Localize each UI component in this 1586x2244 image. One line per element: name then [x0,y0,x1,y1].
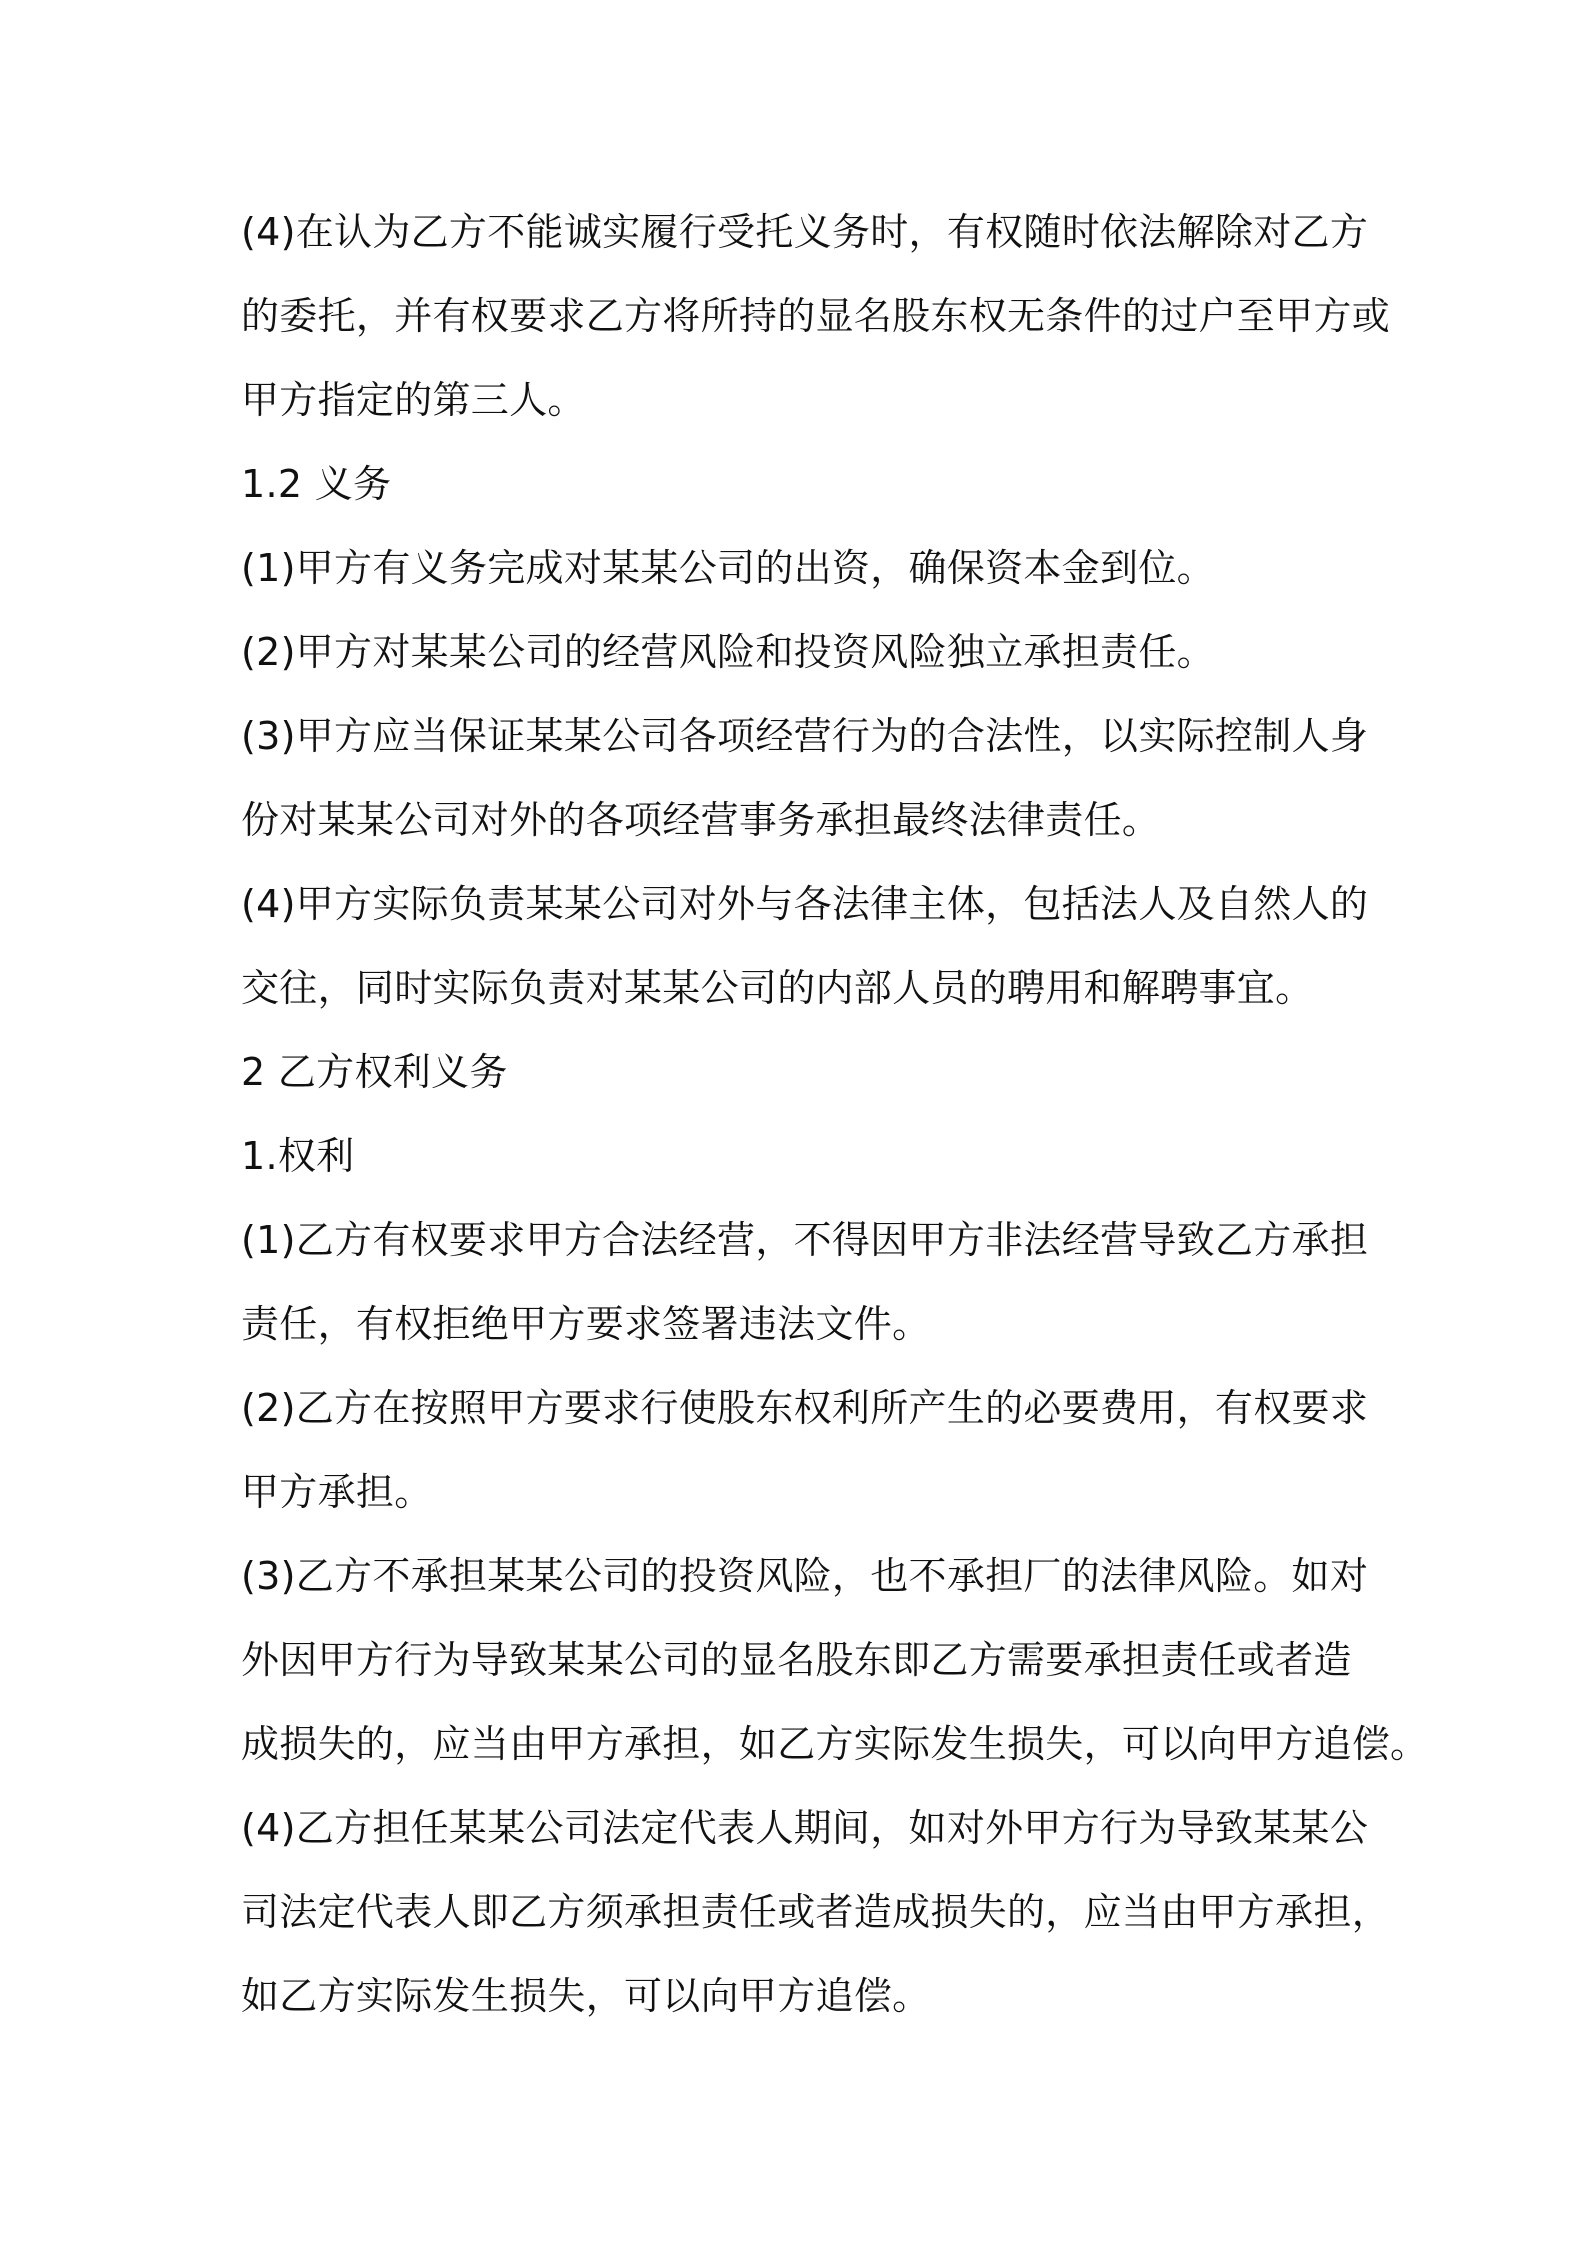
text-line: 外因甲方行为导致某某公司的显名股东即乙方需要承担责任或者造 [241,1638,1352,1682]
text-line: (4)在认为乙方不能诚实履行受托义务时，有权随时依法解除对乙方 [241,210,1369,254]
text-line: 交往，同时实际负责对某某公司的内部人员的聘用和解聘事宜。 [241,966,1314,1010]
document-body [241,190,1429,2038]
text-line: 甲方承担。 [241,1470,433,1514]
text-line: 甲方指定的第三人。 [241,378,586,422]
text-line: (4)乙方担任某某公司法定代表人期间，如对外甲方行为导致某某公 [241,1806,1369,1850]
text-line: (1)乙方有权要求甲方合法经营，不得因甲方非法经营导致乙方承担 [241,1218,1369,1262]
section-heading: 1.权利 [241,1134,355,1178]
section-heading: 2 乙方权利义务 [241,1050,508,1094]
text-line: (2)甲方对某某公司的经营风险和投资风险独立承担责任。 [241,630,1215,674]
text-line: (2)乙方在按照甲方要求行使股东权利所产生的必要费用，有权要求 [241,1386,1369,1430]
text-line: 责任，有权拒绝甲方要求签署违法文件。 [241,1302,931,1346]
text-line: (1)甲方有义务完成对某某公司的出资，确保资本金到位。 [241,546,1215,590]
text-line: 如乙方实际发生损失，可以向甲方追偿。 [241,1974,931,2018]
text-line: 份对某某公司对外的各项经营事务承担最终法律责任。 [241,798,1161,842]
text-line: 司法定代表人即乙方须承担责任或者造成损失的，应当由甲方承担， [241,1890,1391,1934]
section-heading: 1.2 义务 [241,462,392,506]
text-line: 的委托，并有权要求乙方将所持的显名股东权无条件的过户至甲方或 [241,294,1391,338]
text-line: 成损失的，应当由甲方承担，如乙方实际发生损失，可以向甲方追偿。 [241,1722,1429,1766]
text-line: (4)甲方实际负责某某公司对外与各法律主体，包括法人及自然人的 [241,882,1369,926]
text-line: (3)甲方应当保证某某公司各项经营行为的合法性，以实际控制人身 [241,714,1369,758]
text-line: (3)乙方不承担某某公司的投资风险，也不承担厂的法律风险。如对 [241,1554,1369,1598]
